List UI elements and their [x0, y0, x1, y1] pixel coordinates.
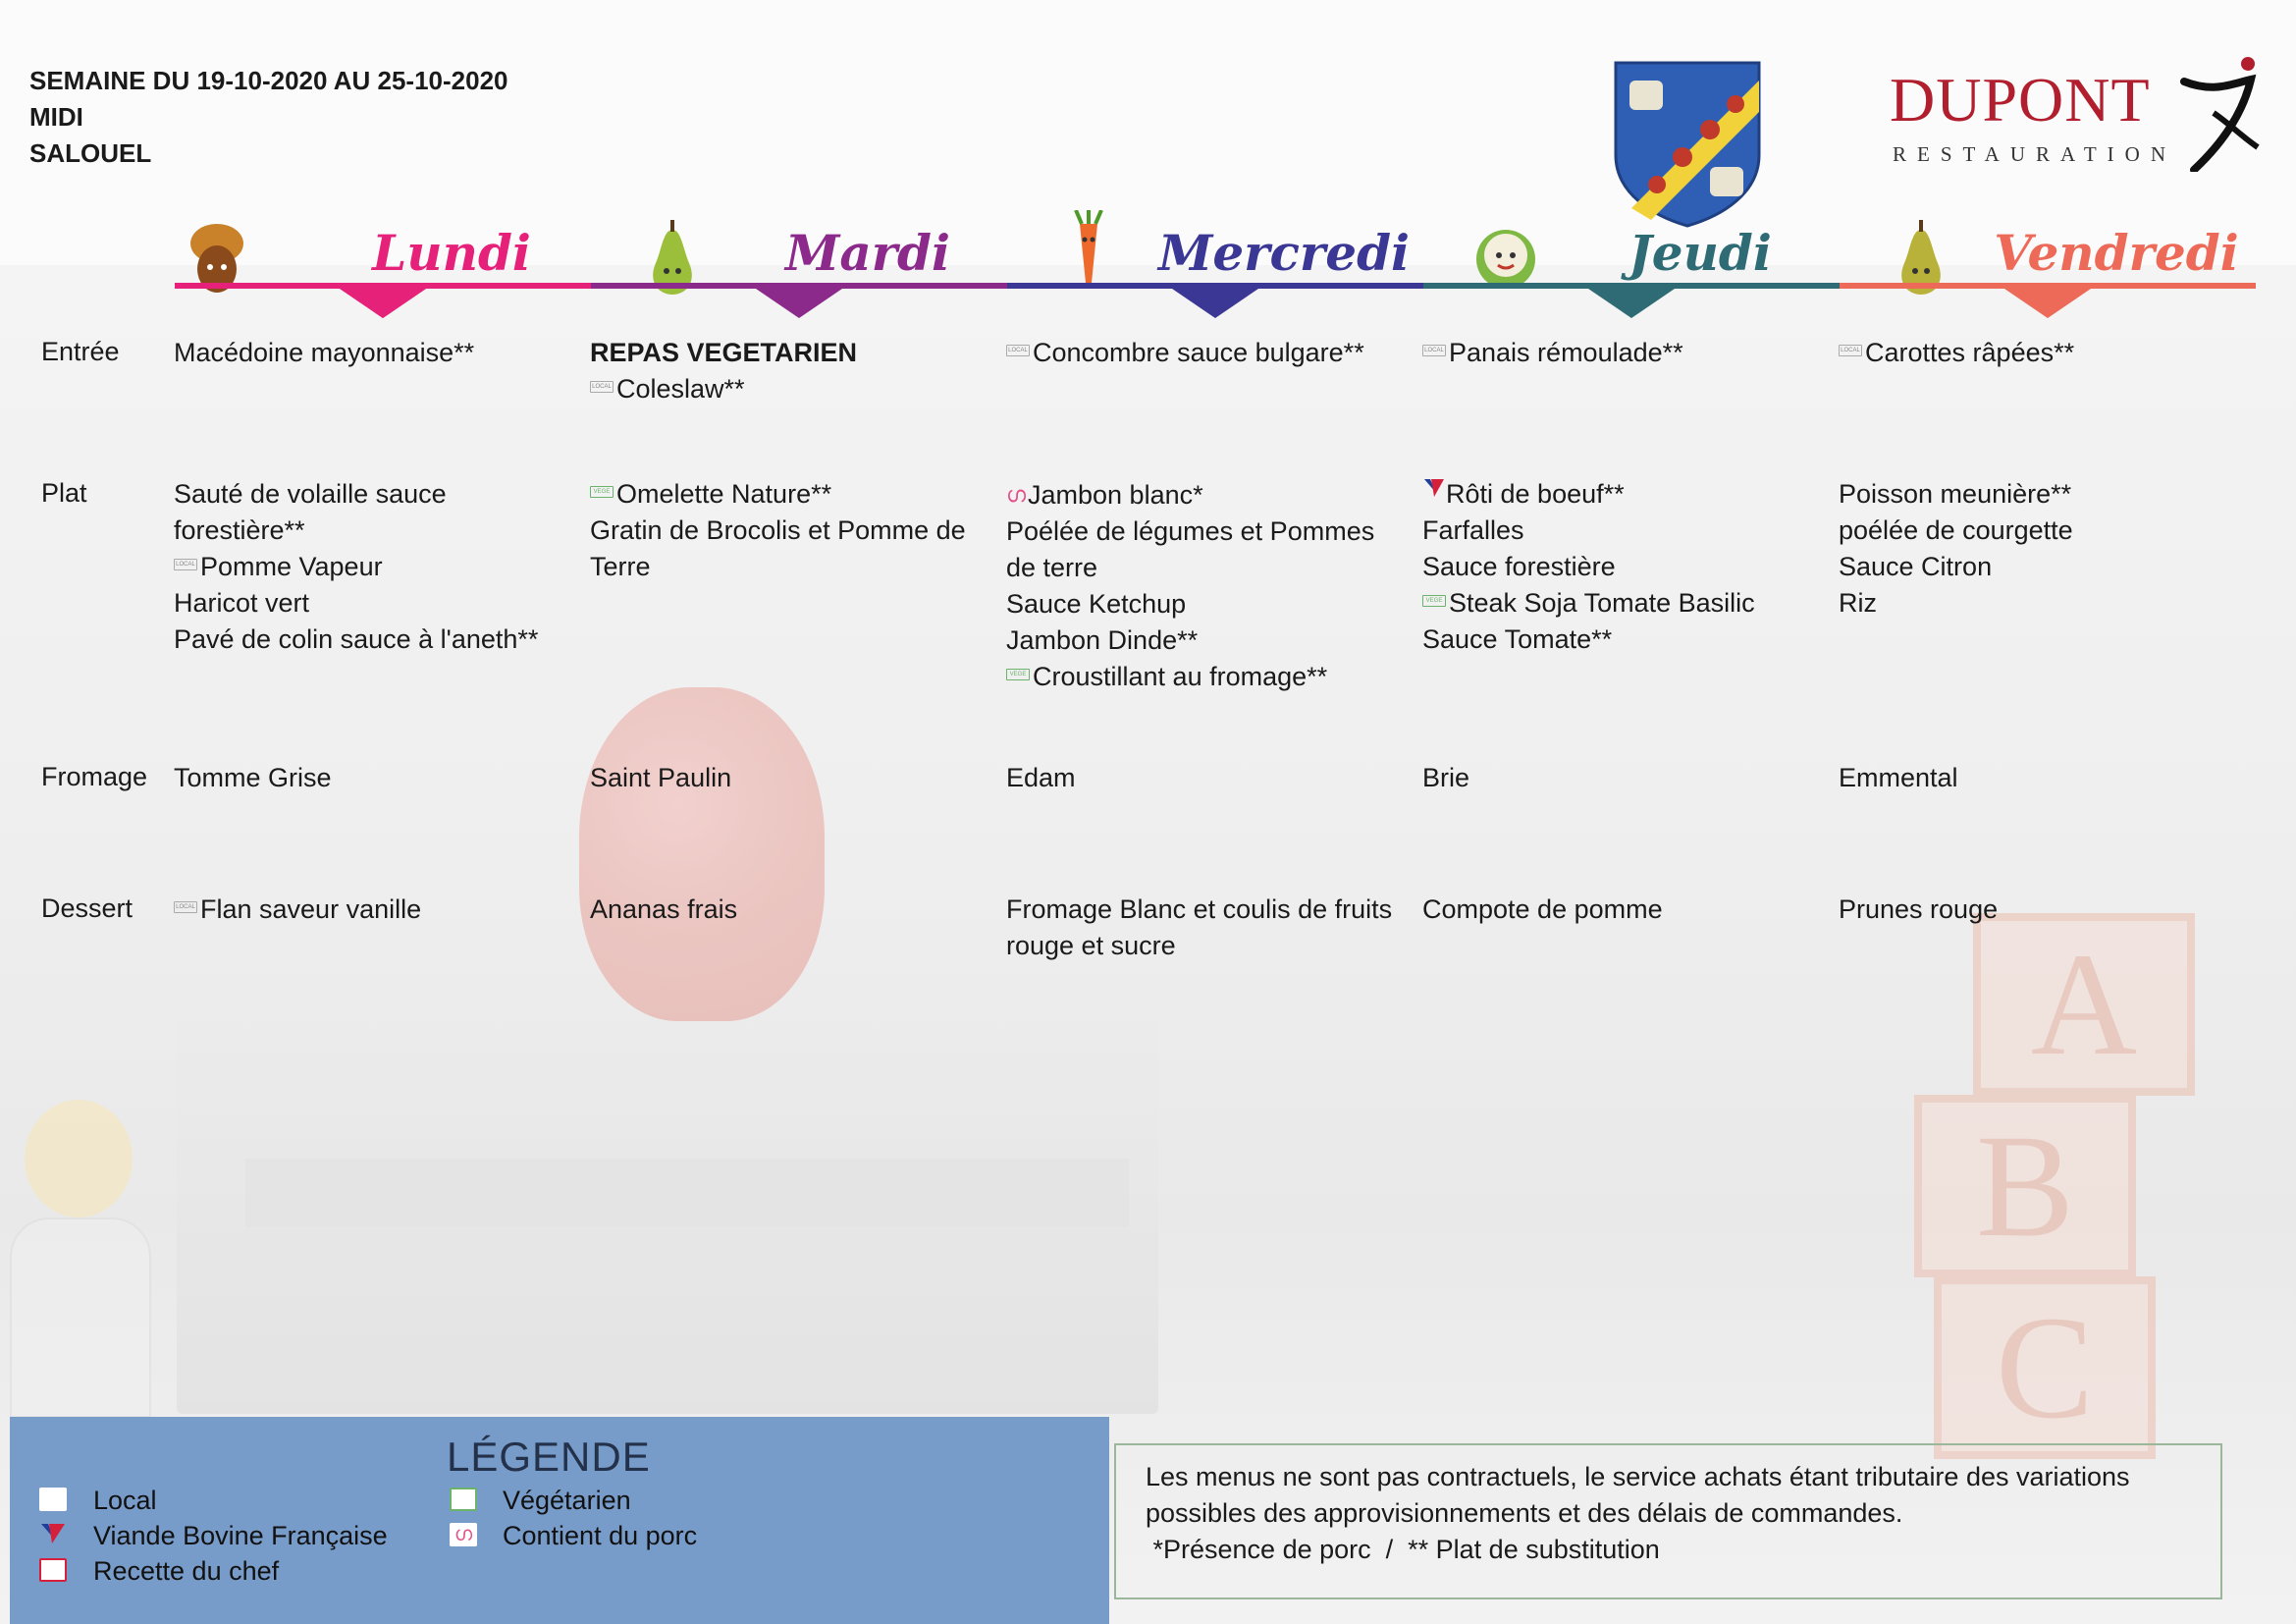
day-name: Lundi: [372, 224, 531, 282]
legend-vegetarian: Végétarien: [503, 1486, 631, 1515]
disclaimer-line: possibles des approvisionnements et des délais de commandes.: [1146, 1498, 1903, 1528]
dish-line: [1006, 476, 1409, 514]
local-icon: LOCAL: [174, 559, 197, 570]
menu-vendredi-entree: [1839, 335, 2241, 371]
town-label: SALOUEL: [29, 138, 152, 168]
dish: Steak Soja Tomate Basilic: [1449, 588, 1755, 618]
vegetarian-icon: [450, 1488, 477, 1511]
dish: Omelette Nature**: [616, 479, 832, 509]
row-label-dessert: Dessert: [41, 893, 133, 923]
menu-mercredi-fromage: [1006, 760, 1409, 796]
dish-line: [590, 476, 992, 513]
day-banner: [175, 283, 591, 327]
dish: rouge et sucre: [1006, 931, 1176, 960]
dish: Tomme Grise: [174, 763, 332, 792]
row-label-entree: Entrée: [41, 337, 120, 366]
dish-line: [1422, 476, 1825, 513]
menu-lundi-entree: [174, 335, 576, 371]
dish: Poélée de légumes et Pommes: [1006, 516, 1375, 546]
disclaimer-line: *Présence de porc / ** Plat de substitution: [1146, 1535, 1660, 1564]
menu-jeudi-fromage: [1422, 760, 1825, 796]
menu-jeudi-plat: [1422, 476, 1825, 658]
vegetarian-icon: VEGE: [590, 486, 614, 498]
day-name: Mardi: [784, 224, 951, 282]
dupont-logo: [1890, 54, 2263, 182]
runner-icon: [2174, 54, 2263, 172]
dish-line: [1839, 335, 2241, 371]
girl-illustration: [0, 1100, 177, 1414]
dish: Macédoine mayonnaise**: [174, 338, 475, 367]
day-header-jeudi: [1423, 206, 1840, 319]
dish-line: [1422, 585, 1825, 622]
day-header-lundi: [175, 206, 591, 319]
dish: Prunes rouge: [1839, 894, 1999, 924]
menu-jeudi-dessert: [1422, 892, 1825, 928]
vegetarian-icon: VEGE: [1422, 595, 1446, 607]
dish: Saint Paulin: [590, 763, 732, 792]
dish: de terre: [1006, 553, 1098, 582]
day-banner: [1007, 283, 1423, 327]
legend-title: LÉGENDE: [447, 1434, 651, 1480]
dish-line: [174, 892, 576, 928]
disclaimer-text: [1146, 1459, 2130, 1568]
day-name: Vendredi: [1994, 224, 2239, 282]
dish: Panais rémoulade**: [1449, 338, 1683, 367]
legend-chef-recipe: Recette du chef: [93, 1556, 280, 1586]
day-banner: [1423, 283, 1840, 327]
vegetarian-meal-title: REPAS VEGETARIEN: [590, 338, 858, 367]
block-b: B: [1914, 1095, 2136, 1277]
menu-header: [29, 63, 508, 172]
day-banner: [1840, 283, 2256, 327]
block-c: C: [1934, 1276, 2156, 1459]
menu-mardi-dessert: [590, 892, 992, 928]
dish-line: [1006, 659, 1409, 695]
dish: Sauce Citron: [1839, 552, 1993, 581]
dish: Coleslaw**: [616, 374, 745, 404]
block-a: A: [1973, 913, 2195, 1096]
menu-mardi-entree: [590, 335, 992, 407]
menu-vendredi-dessert: [1839, 892, 2241, 928]
town-crest-icon: [1612, 61, 1763, 228]
dish: Flan saveur vanille: [200, 894, 422, 924]
chef-recipe-icon: [39, 1558, 67, 1582]
dish: Jambon blanc*: [1028, 480, 1203, 510]
dish: Sauce Ketchup: [1006, 589, 1187, 619]
disclaimer-line: Les menus ne sont pas contractuels, le service achats étant tributaire des variations: [1146, 1462, 2130, 1491]
local-icon: [39, 1488, 67, 1511]
local-icon: LOCAL: [590, 381, 614, 393]
dish: Ananas frais: [590, 894, 738, 924]
dish: Compote de pomme: [1422, 894, 1663, 924]
dish: Jambon Dinde**: [1006, 625, 1199, 655]
menu-mercredi-entree: [1006, 335, 1409, 371]
pork-icon: ഗ: [1006, 482, 1027, 507]
vegetarian-icon: VEGE: [1006, 669, 1030, 680]
menu-vendredi-fromage: [1839, 760, 2241, 796]
menu-lundi-plat: [174, 476, 576, 658]
dish: Croustillant au fromage**: [1033, 662, 1328, 691]
day-header-mardi: [591, 206, 1007, 319]
menu-lundi-dessert: [174, 892, 576, 928]
french-beef-icon: [1422, 477, 1446, 501]
dish: Gratin de Brocolis et Pomme de: [590, 515, 966, 545]
dish-line: [174, 549, 576, 585]
local-icon: LOCAL: [1006, 345, 1030, 356]
disclaimer-box: [1114, 1443, 2222, 1599]
dish: Edam: [1006, 763, 1076, 792]
dish-line: [590, 371, 992, 407]
day-header-mercredi: [1007, 206, 1423, 319]
dish: Pavé de colin sauce à l'aneth**: [174, 624, 539, 654]
local-icon: LOCAL: [174, 901, 197, 913]
dish: Pomme Vapeur: [200, 552, 383, 581]
alphabet-blocks-image: [1914, 893, 2209, 1449]
service-label: MIDI: [29, 102, 83, 132]
dish: Haricot vert: [174, 588, 310, 618]
menu-vendredi-plat: [1839, 476, 2241, 622]
dish: Poisson meunière**: [1839, 479, 2072, 509]
menu-mercredi-plat: [1006, 476, 1409, 695]
dish: Fromage Blanc et coulis de fruits: [1006, 894, 1393, 924]
logo-brand: DUPONT: [1890, 65, 2151, 135]
week-title: SEMAINE DU 19-10-2020 AU 25-10-2020: [29, 66, 508, 95]
pork-icon: ഗ: [450, 1523, 477, 1546]
local-icon: LOCAL: [1422, 345, 1446, 356]
dish: Rôti de boeuf**: [1446, 479, 1625, 509]
dish: Sauce Tomate**: [1422, 624, 1613, 654]
dish: Sauce forestière: [1422, 552, 1616, 581]
dish: forestière**: [174, 515, 305, 545]
apple-image: [579, 687, 825, 1021]
menu-mardi-fromage: [590, 760, 992, 796]
books-stack-image: [245, 1159, 1129, 1227]
dish: Farfalles: [1422, 515, 1524, 545]
legend-local: Local: [93, 1486, 157, 1515]
french-beef-icon: [39, 1522, 67, 1545]
dish-line: [1422, 335, 1825, 371]
legend-pork: Contient du porc: [503, 1521, 698, 1550]
dish: Riz: [1839, 588, 1877, 618]
legend-french-beef: Viande Bovine Française: [93, 1521, 388, 1550]
row-label-plat: Plat: [41, 478, 87, 508]
dish: Carottes râpées**: [1865, 338, 2075, 367]
menu-lundi-fromage: [174, 760, 576, 796]
menu-mercredi-dessert: [1006, 892, 1409, 964]
row-label-fromage: Fromage: [41, 762, 148, 791]
dish: Emmental: [1839, 763, 1958, 792]
dish: Brie: [1422, 763, 1470, 792]
dish: Terre: [590, 552, 651, 581]
menu-jeudi-entree: [1422, 335, 1825, 371]
day-name: Jeudi: [1629, 224, 1772, 282]
day-banner: [591, 283, 1007, 327]
menu-mardi-plat: [590, 476, 992, 585]
dish: Sauté de volaille sauce: [174, 479, 447, 509]
dish: Concombre sauce bulgare**: [1033, 338, 1364, 367]
dish: poélée de courgette: [1839, 515, 2073, 545]
day-name: Mercredi: [1157, 224, 1411, 282]
local-icon: LOCAL: [1839, 345, 1862, 356]
logo-subtitle: RESTAURATION: [1893, 142, 2176, 166]
day-header-vendredi: [1840, 206, 2256, 319]
dish-line: [1006, 335, 1409, 371]
